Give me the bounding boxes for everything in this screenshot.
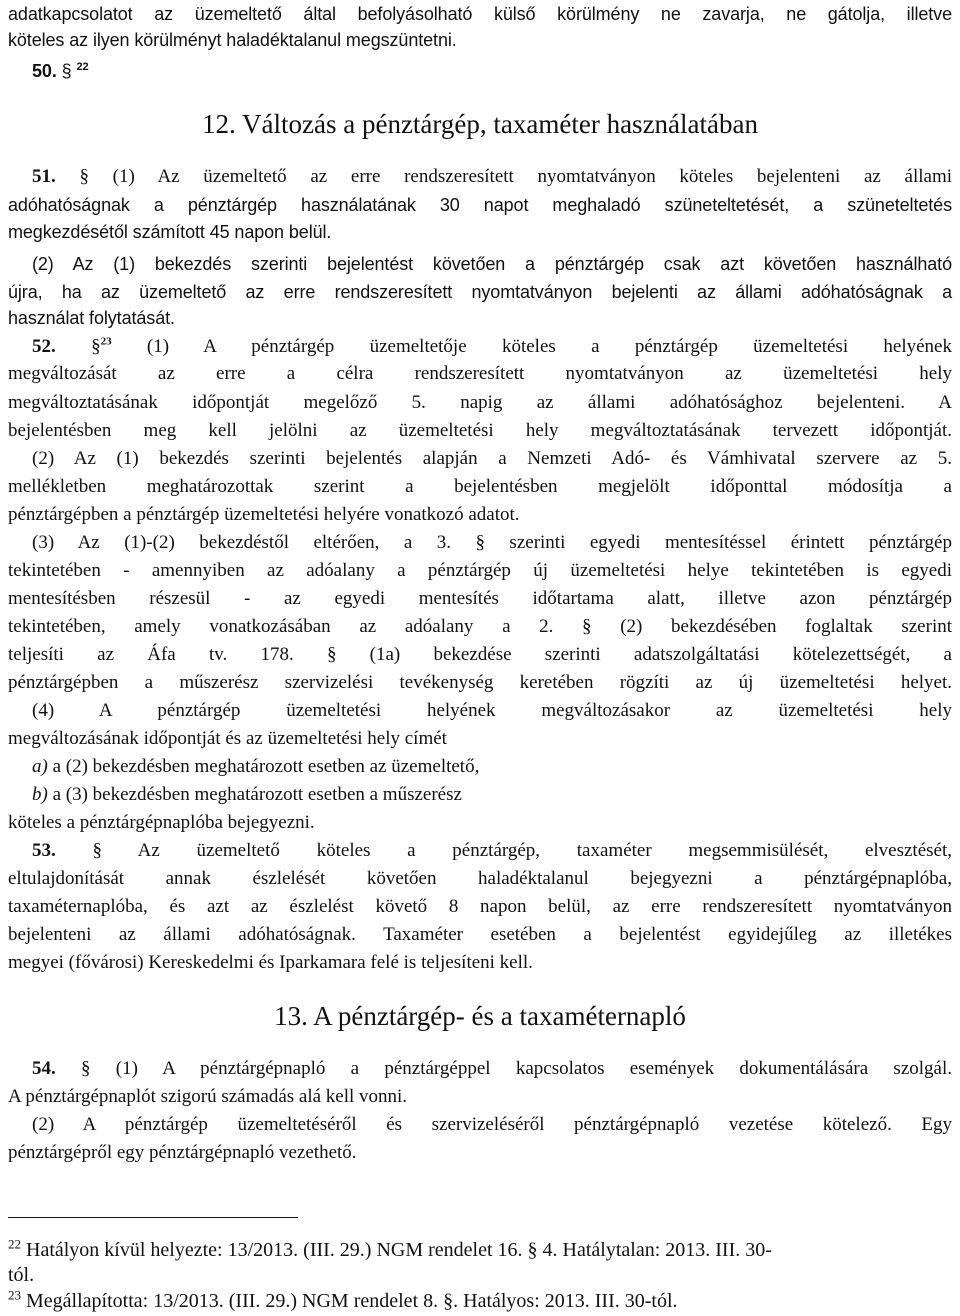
text-line: megyei (fővárosi) Kereskedelmi és Iparkamara felé is teljesíteni kell.: [8, 952, 533, 973]
text-line: pénztárgépben a műszerész szervizelési tevékenység keretében rögzíti az új üzemeltetési helyet.: [8, 672, 952, 693]
footnote-text: Megállapította: 13/2013. (III. 29.) NGM rendelet 8. §. Hatályos: 2013. III. 30-tól.: [26, 1290, 678, 1312]
text-line: bejelentésben meg kell jelölni az üzemeltetési hely megváltoztatásának tervezett időpontját.: [8, 420, 952, 441]
text-line: adatkapcsolatot az üzemeltető által befolyásolható külső körülmény ne zavarja, ne gátolja, illetve: [8, 4, 952, 24]
paragraph-50: [32, 59, 960, 83]
list-marker: a): [32, 756, 48, 777]
text-line: § Az üzemeltető köteles a pénztárgép, taxaméter megsemmisülését, elvesztését,: [92, 840, 952, 861]
section-number: 50.: [32, 61, 57, 81]
text-line: pénztárgépről egy pénztárgépnapló vezethető.: [8, 1142, 357, 1163]
text-line: pénztárgépben a pénztárgép üzemeltetési helyére vonatkozó adatot.: [8, 504, 520, 525]
text-line: a (2) bekezdésben meghatározott esetben az üzemeltető,: [47, 756, 480, 777]
text-line: mellékletben meghatározottak szerint a bejelentésben megjelölt időponttal módosítja a: [8, 476, 952, 497]
footnote-22: [8, 1238, 938, 1262]
text-line: (3) Az (1)-(2) bekezdéstől eltérően, a 3. § szerinti egyedi mentesítéssel érintett pénztárgép: [32, 532, 952, 553]
text-line: taxaméternaplóba, és azt az észlelést követő 8 napon belül, az erre rendszeresített nyomtatványon: [8, 896, 952, 917]
text-line: megváltozását az erre a célra rendszeresített nyomtatványon az üzemeltetési hely: [8, 363, 952, 384]
text-line: újra, ha az üzemeltető az erre rendszeresített nyomtatványon bejelenti az állami adóhatóságnak a: [8, 282, 952, 302]
footnote-text: Hatályon kívül helyezte: 13/2013. (III. 29.) NGM rendelet 16. § 4. Hatálytalan: 2013. III. 30-: [26, 1239, 772, 1261]
text-line: (1) A pénztárgép üzemeltetője köteles a pénztárgép üzemeltetési helyének: [146, 336, 952, 357]
text-line: megkezdésétől számított 45 napon belül.: [8, 222, 332, 242]
heading-chapter-12: 12. Változás a pénztárgép, taxaméter használatában: [202, 109, 758, 139]
heading-chapter-13: 13. A pénztárgép- és a taxaméternapló: [274, 1001, 686, 1031]
text-line: köteles az ilyen körülményt haladéktalanul megszüntetni.: [8, 30, 457, 50]
section-number: 54.: [32, 1058, 56, 1079]
text-line: (4) A pénztárgép üzemeltetési helyének megváltozásakor az üzemeltetési hely: [32, 700, 952, 721]
text-line: teljesíti az Áfa tv. 178. § (1a) bekezdése szerinti adatszolgáltatási kötelezettségét, a: [8, 644, 952, 665]
section-sign: §: [61, 61, 72, 81]
footnote-number: 22: [8, 1236, 21, 1252]
text-line: adóhatóságnak a pénztárgép használatának 30 napot meghaladó szüneteltetését, a szüneteltetés: [8, 195, 952, 215]
text-line: § (1) A pénztárgépnapló a pénztárgéppel kapcsolatos események dokumentálására szolgál.: [81, 1058, 953, 1079]
text-line: § (1) Az üzemeltető az erre rendszeresített nyomtatványon köteles bejelenteni az állami: [79, 166, 953, 187]
text-line: eltulajdonítását annak észlelését követően haladéktalanul bejegyezni a pénztárgépnaplóba,: [8, 868, 952, 889]
list-item-b: [32, 783, 960, 807]
footnote-text: tól.: [8, 1264, 35, 1286]
section-number: 53.: [32, 840, 56, 861]
footnote-23: [8, 1289, 952, 1313]
text-line: megváltoztatásának időpontját megelőző 5. napig az állami adóhatósághoz bejelenteni. A: [8, 392, 952, 413]
text-line: (2) A pénztárgép üzemeltetéséről és szervizeléséről pénztárgépnapló vezetése kötelező. Egy: [32, 1114, 952, 1135]
list-item-a: [32, 755, 960, 779]
text-line: tekintetében - amennyiben az adóalany a pénztárgép új üzemeltetési helye tekintetében is egyedi: [8, 560, 952, 581]
footnote-separator: [8, 1217, 298, 1218]
text-line: bejelenteni az állami adóhatóságnak. Taxaméter esetében a bejelentést egyidejűleg az illetékes: [8, 924, 952, 945]
paragraph-51: [32, 165, 952, 189]
paragraph-54: [32, 1057, 952, 1081]
text-line: használat folytatását.: [8, 308, 175, 328]
text-line: mentesítésben részesül - az egyedi mentesítés időtartama alatt, illetve azon pénztárgép: [8, 588, 952, 609]
text-line: megváltozásának időpontját és az üzemeltetési hely címét: [8, 728, 447, 749]
section-sign: §: [91, 336, 101, 357]
section-number: 52.: [32, 336, 56, 357]
footnote-ref-22[interactable]: 22: [76, 61, 89, 73]
list-marker: b): [32, 784, 48, 805]
text-line: A pénztárgépnaplót szigorú számadás alá kell vonni.: [8, 1086, 408, 1107]
paragraph-52: [32, 335, 952, 359]
text-line: (2) Az (1) bekezdés szerinti bejelentés alapján a Nemzeti Adó- és Vámhivatal szervere az 5.: [32, 448, 952, 469]
text-line: a (3) bekezdésben meghatározott esetben a műszerész: [47, 784, 462, 805]
text-line: tekintetében, amely vonatkozásában az adóalany a 2. § (2) bekezdésében foglaltak szerint: [8, 616, 952, 637]
section-number: 51.: [32, 166, 56, 187]
footnote-ref-23[interactable]: 23: [100, 335, 112, 348]
footnote-number: 23: [8, 1287, 21, 1303]
text-line: (2) Az (1) bekezdés szerinti bejelentést követően a pénztárgép csak azt követően használható: [32, 254, 952, 274]
paragraph-53: [32, 839, 952, 863]
text-line: köteles a pénztárgépnaplóba bejegyezni.: [8, 812, 315, 833]
